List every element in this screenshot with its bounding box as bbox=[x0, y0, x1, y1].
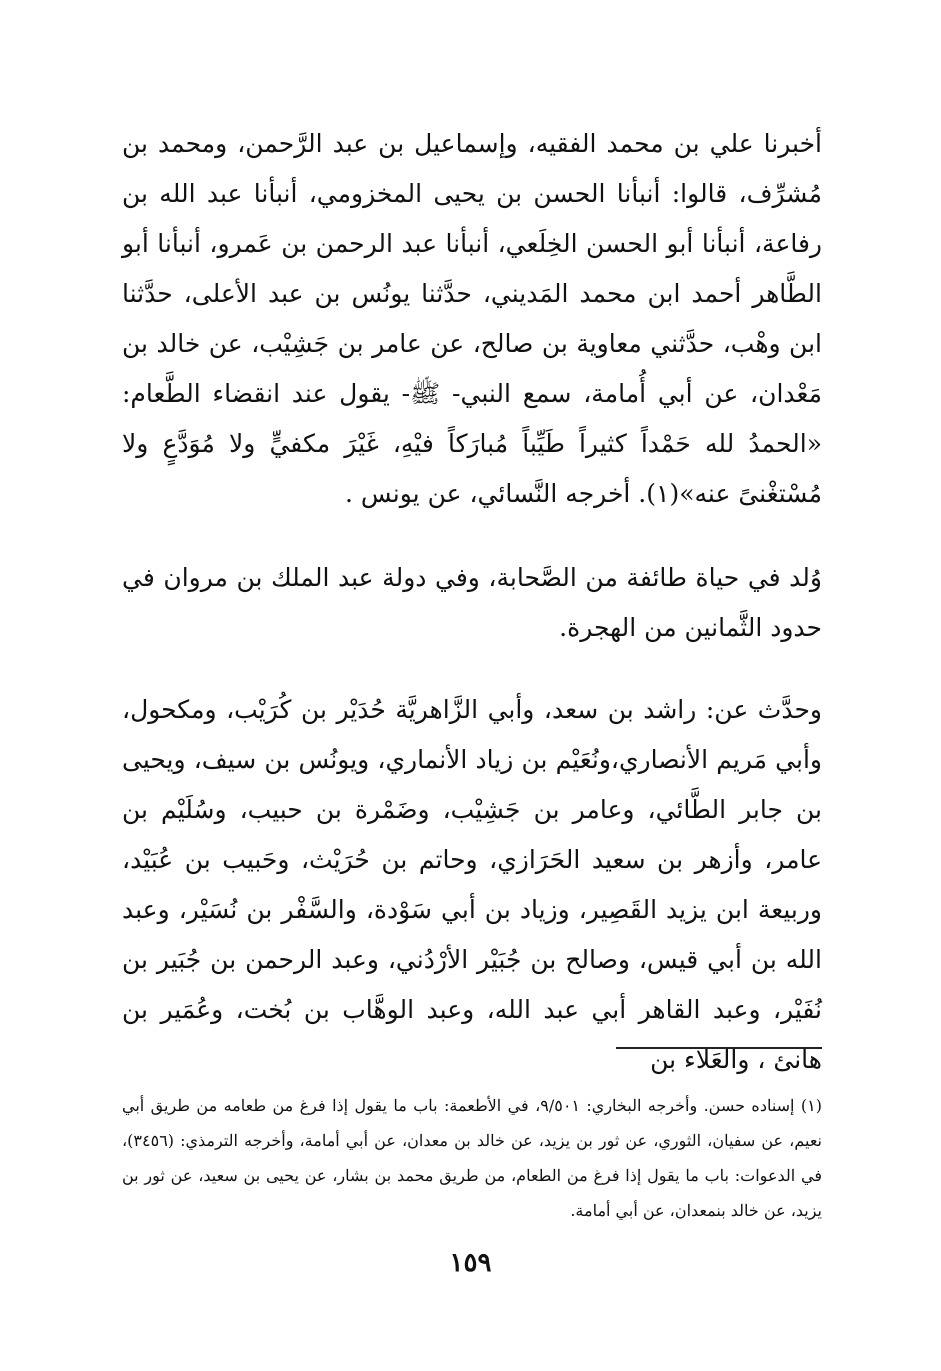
page-number: ١٥٩ bbox=[449, 1248, 492, 1278]
narrated-from-paragraph: وحدَّث عن: راشد بن سعد، وأبي الزَّاهريَّة حُدَيْر بن كُرَيْب، ومكحول، وأبي مَريم الأنصاري،ونُعَيْم بن زياد الأنماري، ويونُس بن سيف، ويحيى بن جابر الطَّائي، وعامر بن جَشِيْب، وضَمْرة بن حبيب، وسُلَيْم بن عامر، وأزهر بن سعيد الحَرَازي، وحاتم بن حُرَيْث، وحَبيب بن عُبَيْد، وربيعة ابن يزيد القَصِير، وزياد بن أبي سَوْدة، والسَّفْر بن نُسَيْر، وعبد الله بن أبي قيس، وصالح بن جُبَيْر الأرْدُني، وعبد الرحمن بن جُبَير بن نُفَيْر، وعبد القاهر أبي عبد الله، وعبد الوهَّاب بن بُخت، وعُمَير بن هانئ ، والعَلاء بن bbox=[122, 695, 822, 1074]
footnote-divider bbox=[616, 1047, 822, 1049]
birth-paragraph: وُلد في حياة طائفة من الصَّحابة، وفي دولة عبد الملك بن مروان في حدود الثَّمانين من الهجرة. bbox=[122, 563, 822, 642]
footnote: (١) إسناده حسن. وأخرجه البخاري: ٩/٥٠١، في الأطعمة: باب ما يقول إذا فرغ من طعامه من طريق أبي نعيم، عن سفيان، الثوري، عن ثور بن يزيد، عن خالد بن معدان، عن أبي أمامة، وأخرجه الترمذي: (٣٤٥٦)، في الدعوات: باب ما يقول إذا فرغ من الطعام، من طريق محمد بن بشار، عن يحيى بن سعيد، عن ثور بن يزيد، عن خالد بنمعدان، عن أبي أمامة. bbox=[122, 1096, 822, 1220]
isnad-paragraph: أخبرنا علي بن محمد الفقيه، وإسماعيل بن عبد الرَّحمن، ومحمد بن مُشرِّف، قالوا: أنبأنا الحسن بن يحيى المخزومي، أنبأنا عبد الله بن رفاعة، أنبأنا أبو الحسن الخِلَعي، أنبأنا عبد الرحمن بن عَمرو، أنبأنا أبو الطَّاهر أحمد ابن محمد المَديني، حدَّثنا يونُس بن عبد الأعلى، حدَّثنا ابن وهْب، حدَّثني معاوية بن صالح، عن عامر بن جَشِيْب، عن خالد بن مَعْدان، عن أبي أُمامة، سمع النبي- ﷺ- يقول عند انقضاء الطَّعام: «الحمدُ لله حَمْداً كثيراً طَيِّباً مُبارَكاً فيْهِ، غَيْرَ مكفيٍّ ولا مُوَدَّعٍ ولا مُسْتغْنىً عنه»(١). أخرجه النَّسائي، عن يونس . bbox=[122, 129, 822, 508]
